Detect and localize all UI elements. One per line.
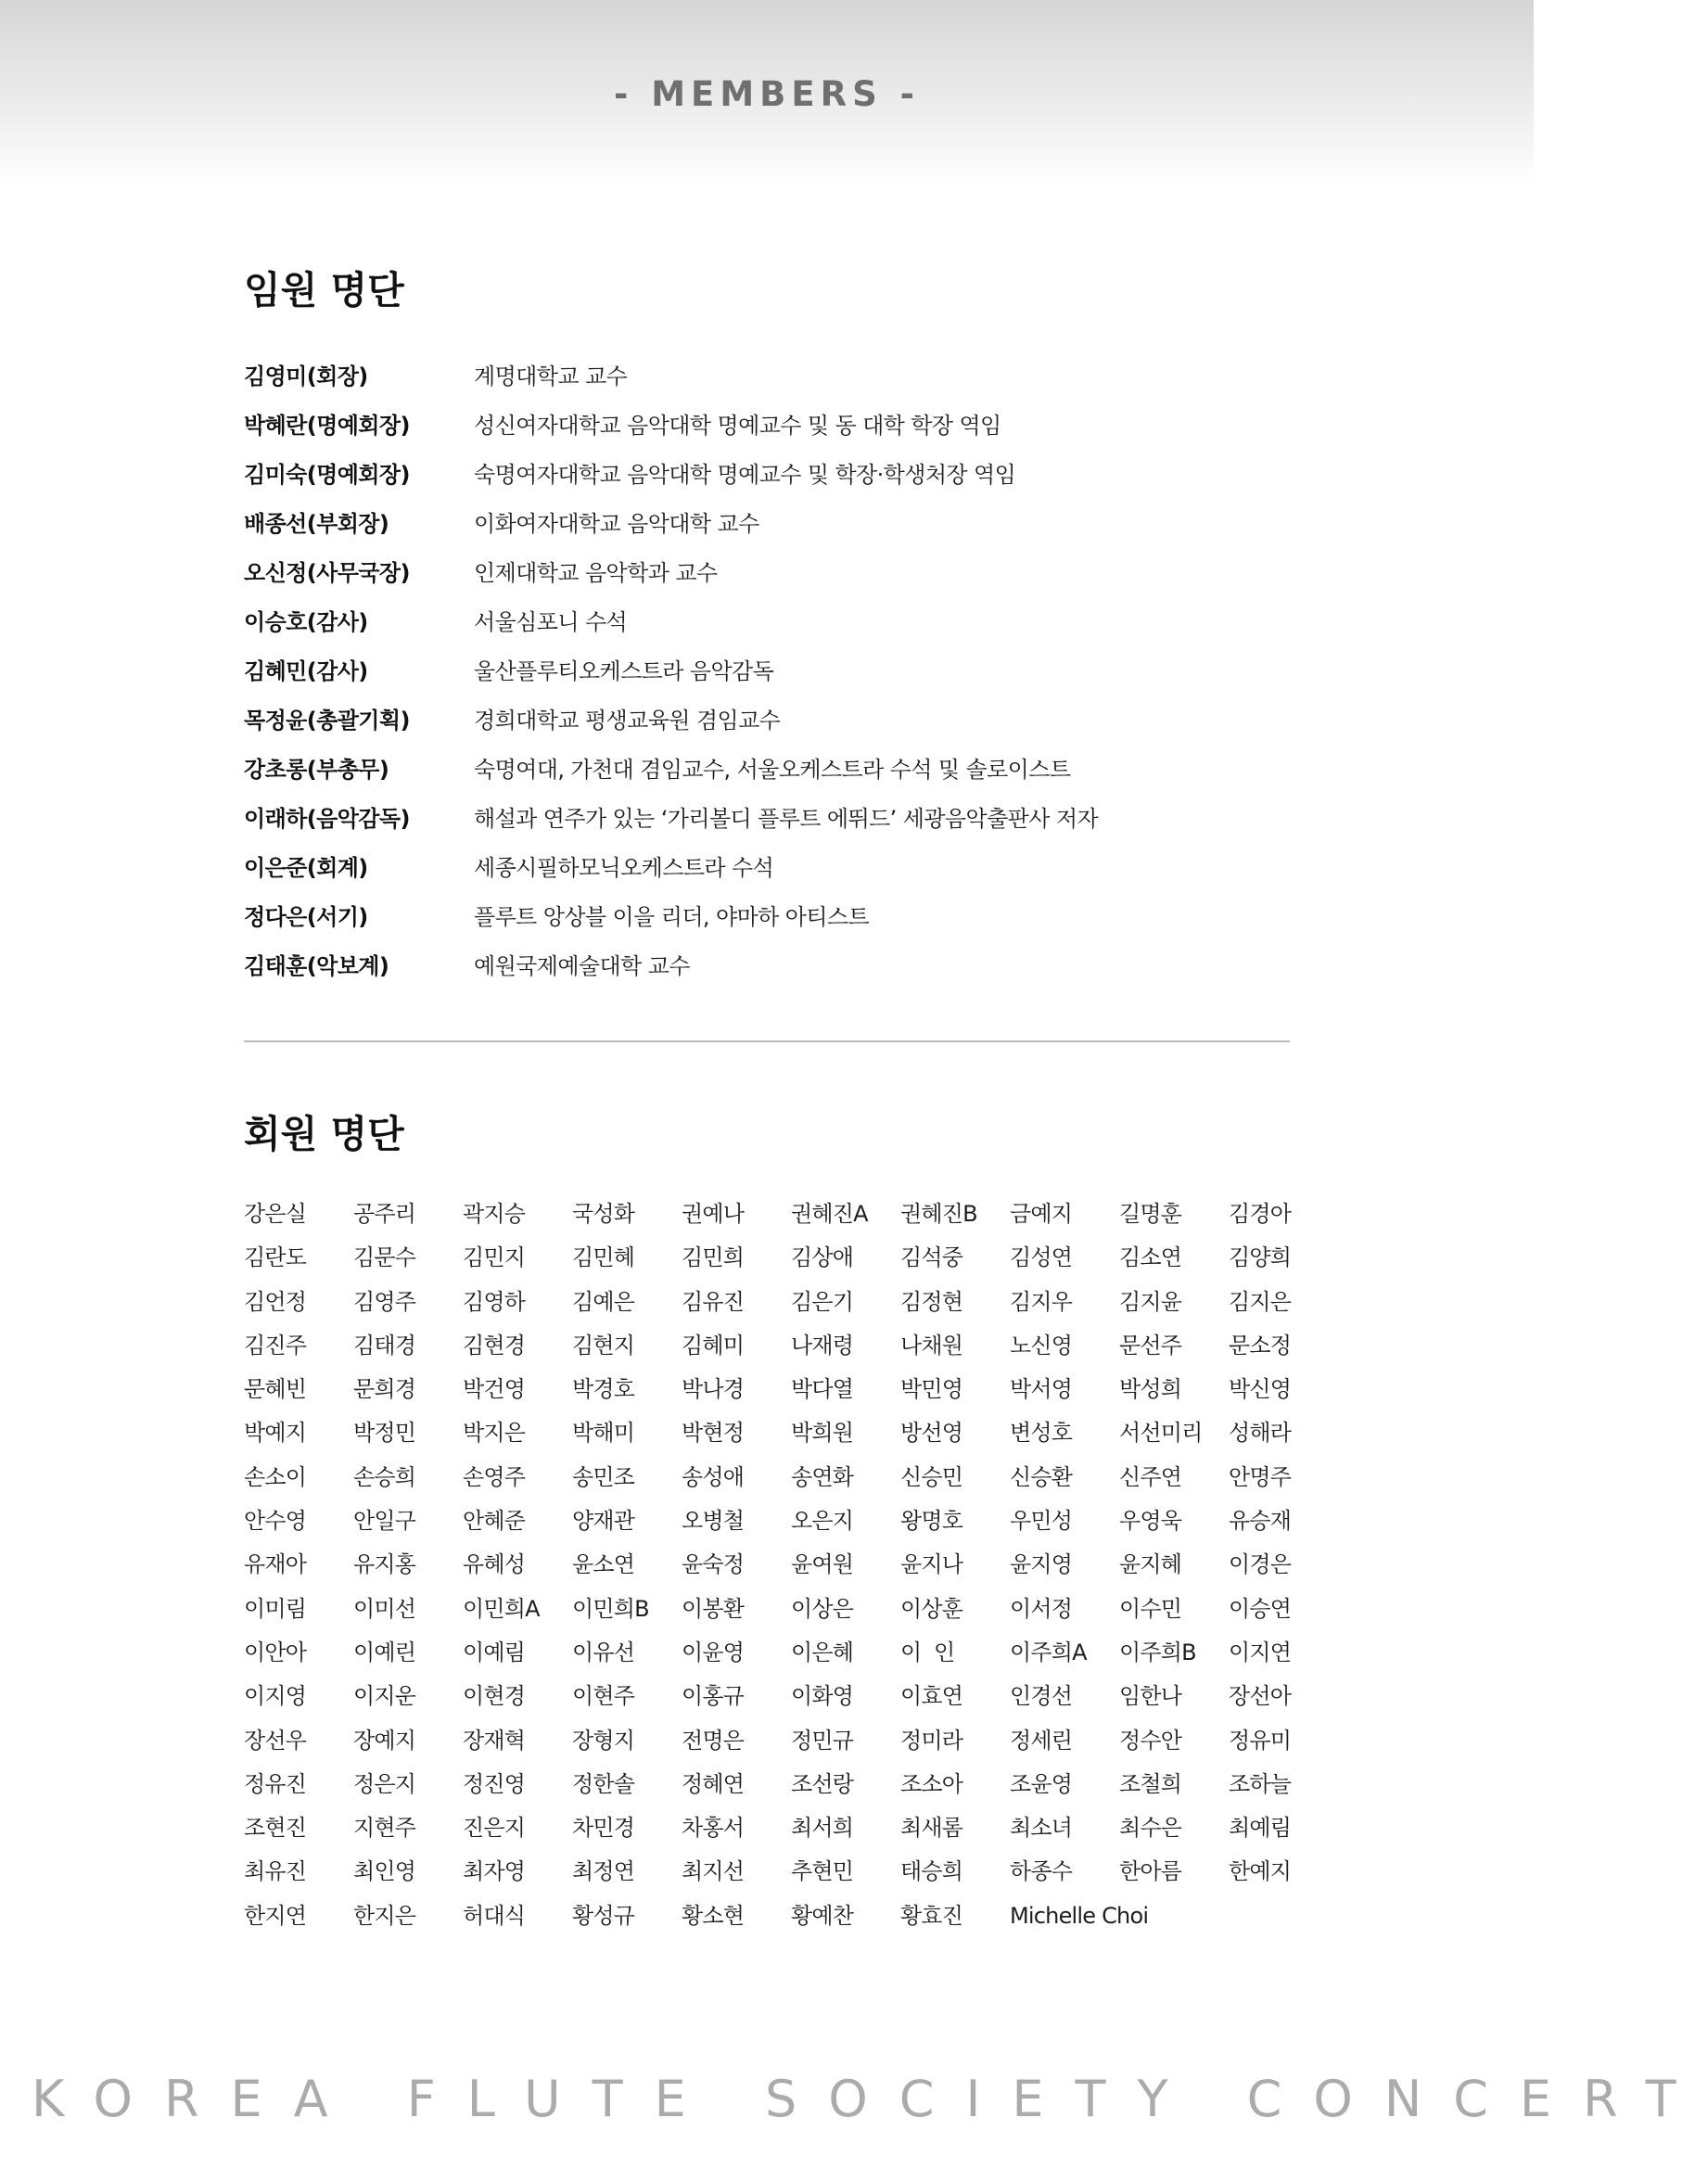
member-name: 문혜빈 — [244, 1376, 307, 1403]
member-name: 태승희 — [900, 1858, 963, 1885]
member-name: 김석중 — [900, 1244, 963, 1271]
member-name: 최정연 — [572, 1858, 635, 1885]
member-name: 박정민 — [353, 1420, 416, 1447]
member-name: 조선랑 — [791, 1770, 854, 1797]
section-divider — [244, 1040, 1290, 1042]
member-name: 금예지 — [1010, 1201, 1073, 1227]
member-name: 이상훈 — [900, 1595, 963, 1622]
member-name: 추현민 — [791, 1858, 854, 1885]
officer-description: 인제대학교 음악학과 교수 — [474, 560, 718, 586]
member-name: 정진영 — [463, 1770, 526, 1797]
member-name: 변성호 — [1010, 1420, 1073, 1447]
member-name: 이지운 — [353, 1683, 416, 1710]
member-name: 성해라 — [1229, 1420, 1292, 1447]
member-name: 서선미리 — [1119, 1420, 1203, 1447]
member-name: 최유진 — [244, 1858, 307, 1885]
member-name: 정민규 — [791, 1727, 854, 1754]
member-name: 황예찬 — [791, 1902, 854, 1929]
officer-description: 예원국제예술대학 교수 — [474, 953, 690, 979]
officer-description: 울산플루티오케스트라 음악감독 — [474, 658, 774, 684]
member-name: 박해미 — [572, 1420, 635, 1447]
member-name: 김영하 — [463, 1288, 526, 1315]
member-name: 박나경 — [682, 1376, 745, 1403]
member-name: 송성애 — [682, 1463, 745, 1490]
member-name: 문선주 — [1119, 1332, 1182, 1359]
member-name: 신승환 — [1010, 1463, 1073, 1490]
officer-name: 김영미(회장) — [244, 364, 368, 389]
member-name: 진은지 — [463, 1815, 526, 1842]
member-name: 김예은 — [572, 1288, 635, 1315]
officer-name: 박혜란(명예회장) — [244, 413, 410, 439]
member-name: 공주리 — [353, 1201, 416, 1227]
member-name: 이민희B — [572, 1595, 649, 1622]
member-name: 최소녀 — [1010, 1815, 1073, 1842]
member-name: 김유진 — [682, 1288, 745, 1315]
member-name: 길명훈 — [1119, 1201, 1182, 1227]
member-name: 하종수 — [1010, 1858, 1073, 1885]
officers-section-title: 임원 명단 — [244, 268, 404, 313]
member-name: 권혜진B — [900, 1201, 977, 1227]
member-name: 김경아 — [1229, 1201, 1292, 1227]
member-name: 최인영 — [353, 1858, 416, 1885]
member-name: 손승희 — [353, 1463, 416, 1490]
member-name: 인경선 — [1010, 1683, 1073, 1710]
member-name: 이예림 — [463, 1639, 526, 1665]
member-name: 조하늘 — [1229, 1770, 1292, 1797]
page-title: - MEMBERS - — [613, 74, 920, 114]
member-name: 이경은 — [1229, 1551, 1292, 1578]
member-name: 정미라 — [900, 1727, 963, 1754]
officer-name: 김미숙(명예회장) — [244, 462, 410, 488]
officer-name: 이은준(회계) — [244, 855, 368, 881]
member-name: 이유선 — [572, 1639, 635, 1665]
member-name: 이상은 — [791, 1595, 854, 1622]
officer-row — [244, 694, 1292, 743]
member-name: 한예지 — [1229, 1858, 1292, 1885]
member-name: 박신영 — [1229, 1376, 1292, 1403]
officers-list — [244, 350, 1292, 989]
member-name: 오은지 — [791, 1508, 854, 1535]
member-name: 신승민 — [900, 1463, 963, 1490]
member-name: 김민희 — [682, 1244, 745, 1271]
member-name: 안혜준 — [463, 1508, 526, 1535]
member-name: 김정현 — [900, 1288, 963, 1315]
member-name: 김혜미 — [682, 1332, 745, 1359]
officer-description: 플루트 앙상블 이을 리더, 야마하 아티스트 — [474, 904, 870, 930]
member-name: 김지윤 — [1119, 1288, 1182, 1315]
member-name: 이화영 — [791, 1683, 854, 1710]
member-name: 박민영 — [900, 1376, 963, 1403]
member-name: 문희경 — [353, 1376, 416, 1403]
member-name: 윤지나 — [900, 1551, 963, 1578]
member-name: 박서영 — [1010, 1376, 1073, 1403]
member-name: 유재아 — [244, 1551, 307, 1578]
member-name: 곽지승 — [463, 1201, 526, 1227]
member-name: 장선우 — [244, 1727, 307, 1754]
member-name: 노신영 — [1010, 1332, 1073, 1359]
member-name: 차민경 — [572, 1815, 635, 1842]
members-grid — [244, 1193, 1301, 1938]
member-name: 이봉환 — [682, 1595, 745, 1622]
officer-description: 경희대학교 평생교육원 겸임교수 — [474, 708, 781, 734]
member-name: 장형지 — [572, 1727, 635, 1754]
member-name: 이미림 — [244, 1595, 307, 1622]
member-name: 김지은 — [1229, 1288, 1292, 1315]
officer-name: 정다은(서기) — [244, 904, 368, 930]
members-section-title: 회원 명단 — [244, 1112, 404, 1156]
officer-description: 이화여자대학교 음악대학 교수 — [474, 511, 759, 537]
officer-description: 서울심포니 수석 — [474, 609, 628, 635]
member-name: 우민성 — [1010, 1508, 1073, 1535]
member-name: 박경호 — [572, 1376, 635, 1403]
member-name: 윤숙정 — [682, 1551, 745, 1578]
officer-name: 목정윤(총괄기획) — [244, 708, 410, 734]
member-name: 유지홍 — [353, 1551, 416, 1578]
member-name: 한아름 — [1119, 1858, 1182, 1885]
member-name: 안명주 — [1229, 1463, 1292, 1490]
member-name: 임한나 — [1119, 1683, 1182, 1710]
member-name: 이현주 — [572, 1683, 635, 1710]
member-name: 김지우 — [1010, 1288, 1073, 1315]
member-name: 이주희A — [1010, 1639, 1087, 1665]
officer-name: 김태훈(악보계) — [244, 953, 389, 979]
member-name: 한지연 — [244, 1902, 307, 1929]
officer-description: 성신여자대학교 음악대학 명예교수 및 동 대학 학장 역임 — [474, 413, 1001, 439]
member-name: 최자영 — [463, 1858, 526, 1885]
officer-row — [244, 890, 1292, 939]
officer-name: 김혜민(감사) — [244, 658, 368, 684]
member-name: 김진주 — [244, 1332, 307, 1359]
member-name: 조철희 — [1119, 1770, 1182, 1797]
officer-row — [244, 841, 1292, 890]
member-name: 조소아 — [900, 1770, 963, 1797]
member-name: 국성화 — [572, 1201, 635, 1227]
officer-row — [244, 399, 1292, 448]
officer-row — [244, 743, 1292, 792]
member-name: 김양희 — [1229, 1244, 1292, 1271]
member-name: 김현경 — [463, 1332, 526, 1359]
member-name: 문소정 — [1229, 1332, 1292, 1359]
member-name: 박건영 — [463, 1376, 526, 1403]
member-name: 김영주 — [353, 1288, 416, 1315]
member-name: 왕명호 — [900, 1508, 963, 1535]
member-name: 한지은 — [353, 1902, 416, 1929]
member-name: 최예림 — [1229, 1815, 1292, 1842]
member-name: 김은기 — [791, 1288, 854, 1315]
member-name: 조현진 — [244, 1815, 307, 1842]
member-name: 강은실 — [244, 1201, 307, 1227]
member-name: 윤지혜 — [1119, 1551, 1182, 1578]
member-name: 송연화 — [791, 1463, 854, 1490]
member-name: 김란도 — [244, 1244, 307, 1271]
member-name: 권예나 — [682, 1201, 745, 1227]
member-name: 조윤영 — [1010, 1770, 1073, 1797]
member-name: 송민조 — [572, 1463, 635, 1490]
member-name: 박다열 — [791, 1376, 854, 1403]
member-name: 최지선 — [682, 1858, 745, 1885]
officer-description: 세종시필하모닉오케스트라 수석 — [474, 855, 774, 881]
member-name: 정한솔 — [572, 1770, 635, 1797]
officer-name: 강초롱(부총무) — [244, 757, 389, 783]
officer-row — [244, 792, 1292, 841]
member-name: 이은혜 — [791, 1639, 854, 1665]
member-name: 양재관 — [572, 1508, 635, 1535]
member-name: 유승재 — [1229, 1508, 1292, 1535]
member-name: 장선아 — [1229, 1683, 1292, 1710]
member-name: 안수영 — [244, 1508, 307, 1535]
member-name: 정세린 — [1010, 1727, 1073, 1754]
member-name: 방선영 — [900, 1420, 963, 1447]
officer-description: 계명대학교 교수 — [474, 364, 628, 389]
officer-description: 해설과 연주가 있는 ‘가리볼디 플루트 에뛰드’ 세광음악출판사 저자 — [474, 806, 1099, 832]
member-name: 최새롬 — [900, 1815, 963, 1842]
member-name: 장재혁 — [463, 1727, 526, 1754]
member-name: 황소현 — [682, 1902, 745, 1929]
member-name: 정혜연 — [682, 1770, 745, 1797]
member-name: 김상애 — [791, 1244, 854, 1271]
member-name: 정은지 — [353, 1770, 416, 1797]
member-name: 이지연 — [1229, 1639, 1292, 1665]
member-name: 김문수 — [353, 1244, 416, 1271]
member-name: 윤여원 — [791, 1551, 854, 1578]
member-name: 최수은 — [1119, 1815, 1182, 1842]
member-name: 손영주 — [463, 1463, 526, 1490]
officer-name: 오신정(사무국장) — [244, 560, 410, 586]
member-name: 이현경 — [463, 1683, 526, 1710]
member-name: 이예린 — [353, 1639, 416, 1665]
member-name: 정유진 — [244, 1770, 307, 1797]
member-name: 정유미 — [1229, 1727, 1292, 1754]
member-name: 최서희 — [791, 1815, 854, 1842]
member-name: 박희원 — [791, 1420, 854, 1447]
member-name: 김민혜 — [572, 1244, 635, 1271]
member-name: 오병철 — [682, 1508, 745, 1535]
member-name: 김언정 — [244, 1288, 307, 1315]
member-name: 이민희A — [463, 1595, 540, 1622]
member-name: 정수안 — [1119, 1727, 1182, 1754]
member-name: 허대식 — [463, 1902, 526, 1929]
member-name: 권혜진A — [791, 1201, 868, 1227]
member-name: 박예지 — [244, 1420, 307, 1447]
member-name: 이승연 — [1229, 1595, 1292, 1622]
member-name: 이안아 — [244, 1639, 307, 1665]
officer-row — [244, 497, 1292, 546]
officer-row — [244, 939, 1292, 989]
member-name: 지현주 — [353, 1815, 416, 1842]
member-name: 김태경 — [353, 1332, 416, 1359]
member-name: 나재령 — [791, 1332, 854, 1359]
officer-description: 숙명여자대학교 음악대학 명예교수 및 학장·학생처장 역임 — [474, 462, 1016, 488]
member-name: 윤지영 — [1010, 1551, 1073, 1578]
member-name: 박지은 — [463, 1420, 526, 1447]
member-name: 차홍서 — [682, 1815, 745, 1842]
officer-row — [244, 546, 1292, 595]
officer-row — [244, 595, 1292, 644]
member-name: 이 인 — [900, 1639, 955, 1665]
member-name: 윤소연 — [572, 1551, 635, 1578]
member-name: 이주희B — [1119, 1639, 1196, 1665]
member-name: 우영욱 — [1119, 1508, 1182, 1535]
member-name: 김현지 — [572, 1332, 635, 1359]
footer-text: KOREA FLUTE SOCIETY CONCERT — [32, 2070, 1708, 2128]
member-name: 이효연 — [900, 1683, 963, 1710]
member-name: 황효진 — [900, 1902, 963, 1929]
member-name: 이지영 — [244, 1683, 307, 1710]
member-name: 안일구 — [353, 1508, 416, 1535]
officer-row — [244, 644, 1292, 694]
officer-name: 배종선(부회장) — [244, 511, 389, 537]
member-name: 박현정 — [682, 1420, 745, 1447]
member-name: 이수민 — [1119, 1595, 1182, 1622]
officer-row — [244, 448, 1292, 497]
member-name: 신주연 — [1119, 1463, 1182, 1490]
officer-name: 이래하(음악감독) — [244, 806, 410, 832]
member-name: Michelle Choi — [1010, 1902, 1149, 1929]
member-name: 이홍규 — [682, 1683, 745, 1710]
member-name: 장예지 — [353, 1727, 416, 1754]
officer-name: 이승호(감사) — [244, 609, 368, 635]
member-name: 황성규 — [572, 1902, 635, 1929]
member-name: 나채원 — [900, 1332, 963, 1359]
member-name: 박성희 — [1119, 1376, 1182, 1403]
member-name: 유혜성 — [463, 1551, 526, 1578]
member-name: 이서정 — [1010, 1595, 1073, 1622]
member-name: 김민지 — [463, 1244, 526, 1271]
officer-row — [244, 350, 1292, 399]
member-name: 김소연 — [1119, 1244, 1182, 1271]
officer-description: 숙명여대, 가천대 겸임교수, 서울오케스트라 수석 및 솔로이스트 — [474, 757, 1071, 783]
member-name: 김성연 — [1010, 1244, 1073, 1271]
member-name: 이미선 — [353, 1595, 416, 1622]
member-name: 이윤영 — [682, 1639, 745, 1665]
member-name: 손소이 — [244, 1463, 307, 1490]
member-name: 전명은 — [682, 1727, 745, 1754]
